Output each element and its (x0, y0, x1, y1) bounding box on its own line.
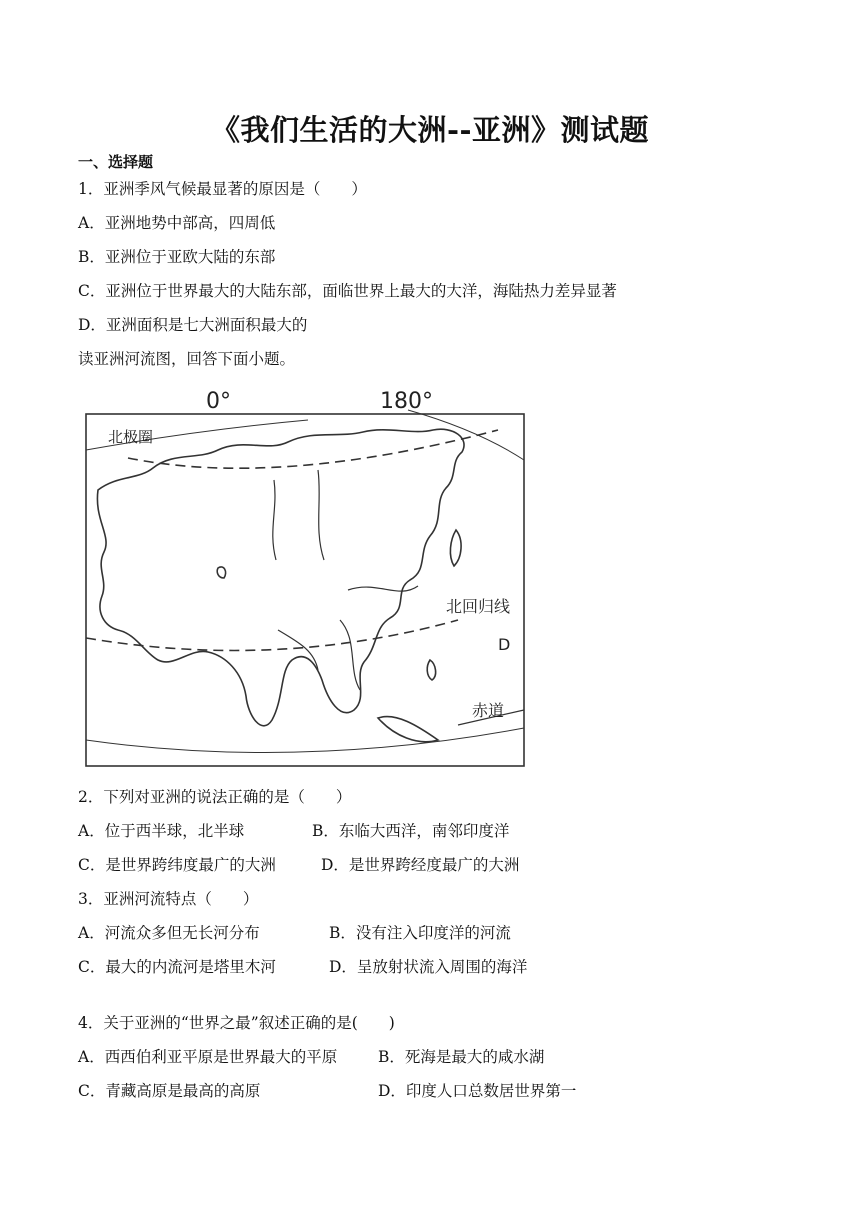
q1-option-b: B．亚洲位于亚欧大陆的东部 (78, 248, 276, 266)
section-heading: 一、选择题 (78, 153, 154, 171)
q4-option-c: C．青藏高原是最高的高原 (78, 1082, 261, 1100)
island (427, 660, 435, 680)
q1-option-c: C．亚洲位于世界最大的大陆东部，面临世界上最大的大洋，海陆热力差异显著 (78, 282, 617, 300)
q3-option-d: D．呈放射状流入周围的海洋 (329, 958, 528, 976)
q2-option-b: B．东临大西洋，南邻印度洋 (312, 822, 510, 840)
q1-stem: 1．亚洲季风气候最显著的原因是（ ） (78, 180, 367, 198)
q3-stem: 3．亚洲河流特点（ ） (78, 890, 259, 908)
river (348, 586, 418, 591)
map-intro: 读亚洲河流图，回答下面小题。 (78, 350, 296, 368)
page-title: 《我们生活的大洲--亚洲》测试题 (210, 113, 650, 147)
river (278, 630, 318, 670)
q4-option-b: B．死海是最大的咸水湖 (378, 1048, 545, 1066)
q3-option-a: A．河流众多但无长河分布 (78, 924, 260, 942)
q2-option-a: A．位于西半球，北半球 (78, 822, 245, 840)
map-label-0: 0° (206, 389, 231, 414)
q3-option-c: C．最大的内流河是塔里木河 (78, 958, 276, 976)
caspian-sea (217, 567, 225, 578)
river (340, 620, 360, 690)
graticule-line (86, 728, 524, 753)
river (273, 480, 276, 560)
q3-option-b: B．没有注入印度洋的河流 (329, 924, 511, 942)
map-label-equator: 赤道 (472, 701, 505, 720)
japan-island (450, 530, 461, 566)
q2-option-d: D．是世界跨经度最广的大洲 (321, 856, 520, 874)
q1-option-a: A．亚洲地势中部高，四周低 (78, 214, 276, 232)
map-label-tropic: 北回归线 (446, 597, 511, 616)
map-frame (86, 414, 524, 766)
map-label-d: D (498, 635, 511, 654)
q4-option-a: A．西西伯利亚平原是世界最大的平原 (78, 1048, 338, 1066)
asia-coastline (97, 429, 464, 726)
map-label-arctic-circle: 北极圈 (108, 428, 154, 446)
river (318, 470, 324, 560)
q1-option-d: D．亚洲面积是七大洲面积最大的 (78, 316, 308, 334)
q4-stem: 4．关于亚洲的“世界之最”叙述正确的是( ) (78, 1014, 395, 1032)
graticule-line (408, 410, 524, 460)
q4-option-d: D．印度人口总数居世界第一 (378, 1082, 577, 1100)
q2-stem: 2．下列对亚洲的说法正确的是（ ） (78, 788, 352, 806)
island (378, 717, 438, 742)
q2-option-c: C．是世界跨纬度最广的大洲 (78, 856, 276, 874)
asia-river-map (78, 380, 538, 772)
map-label-180: 180° (380, 389, 433, 414)
